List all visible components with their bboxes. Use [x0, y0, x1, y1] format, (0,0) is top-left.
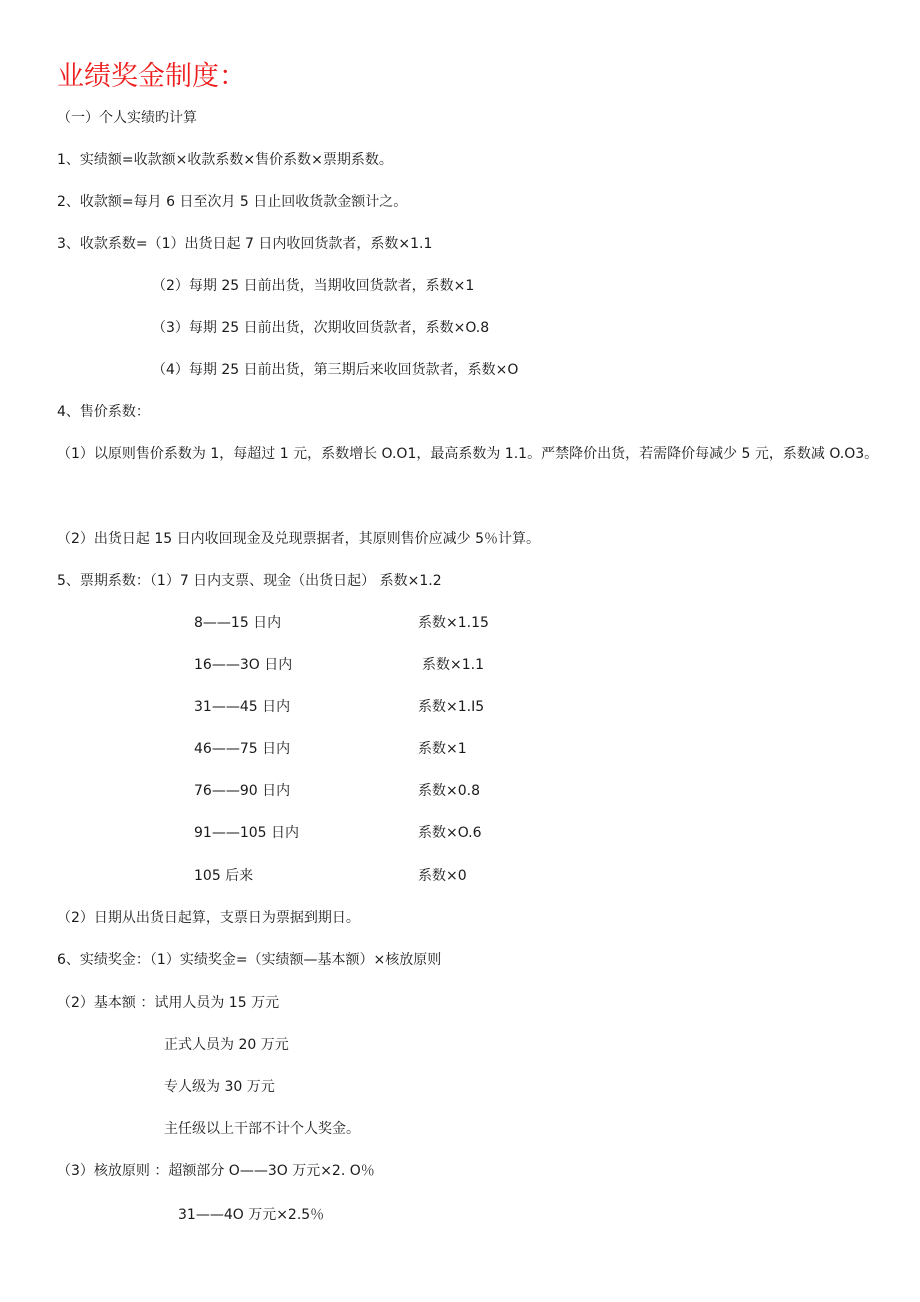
paragraph: 专人级为 30 万元	[164, 1079, 275, 1095]
table-cell-range: 91——105 日内	[194, 825, 299, 841]
table-cell-coef: 系数×1.1	[422, 657, 484, 673]
paragraph: 主任级以上干部不计个人奖金。	[164, 1121, 360, 1137]
table-cell-range: 105 后来	[194, 868, 254, 884]
table-cell-coef: 系数×1.I5	[418, 699, 485, 715]
table-cell-coef: 系数×O.6	[418, 825, 482, 841]
paragraph: 2、收款额=每月 6 日至次月 5 日止回收货款金额计之。	[57, 194, 408, 210]
paragraph: （3）每期 25 日前出货，次期收回货款者，系数×O.8	[152, 320, 490, 336]
paragraph: 1、实绩额=收款额×收款系数×售价系数×票期系数。	[57, 152, 393, 168]
paragraph: 4、售价系数：	[57, 404, 150, 420]
table-cell-range: 8——15 日内	[194, 615, 282, 631]
table-cell-coef: 系数×1.15	[418, 615, 489, 631]
paragraph: 3、收款系数=（1）出货日起 7 日内收回货款者，系数×1.1	[57, 236, 433, 252]
paragraph: 6、实绩奖金：（1）实绩奖金=（实绩额—基本额）×核放原则	[57, 952, 442, 968]
table-cell-coef: 系数×0	[418, 868, 467, 884]
table-cell-range: 16——3O 日内	[194, 657, 293, 673]
table-cell-range: 46——75 日内	[194, 741, 291, 757]
table-cell-range: 76——90 日内	[194, 783, 291, 799]
table-cell-coef: 系数×0.8	[418, 783, 480, 799]
paragraph: （1）以原则售价系数为 1，每超过 1 元，系数增长 O.O1，最高系数为 1.1。严禁降价出货，若需降价每减少 5 元，系数减 O.O3。	[57, 446, 879, 462]
paragraph: （2）日期从出货日起算，支票日为票据到期日。	[57, 910, 360, 926]
paragraph: （2）出货日起 15 日内收回现金及兑现票据者，其原则售价应减少 5％计算。	[57, 531, 540, 547]
paragraph: 5、票期系数：（1）7 日内支票、现金（出货日起） 系数×1.2	[57, 573, 442, 589]
paragraph: （2）每期 25 日前出货，当期收回货款者，系数×1	[152, 278, 475, 294]
paragraph: 31——4O 万元×2.5％	[178, 1207, 325, 1223]
table-cell-range: 31——45 日内	[194, 699, 291, 715]
page-title: 业绩奖金制度：	[57, 61, 246, 92]
section-heading: （一）个人实绩旳计算	[57, 110, 197, 126]
table-cell-coef: 系数×1	[418, 741, 467, 757]
paragraph: （2）基本额 ：试用人员为 15 万元	[57, 995, 280, 1011]
paragraph: （4）每期 25 日前出货，第三期后来收回货款者，系数×O	[152, 362, 519, 378]
paragraph: （3）核放原则 ：超额部分 O——3O 万元×2. O％	[57, 1163, 375, 1179]
paragraph: 正式人员为 20 万元	[164, 1037, 289, 1053]
